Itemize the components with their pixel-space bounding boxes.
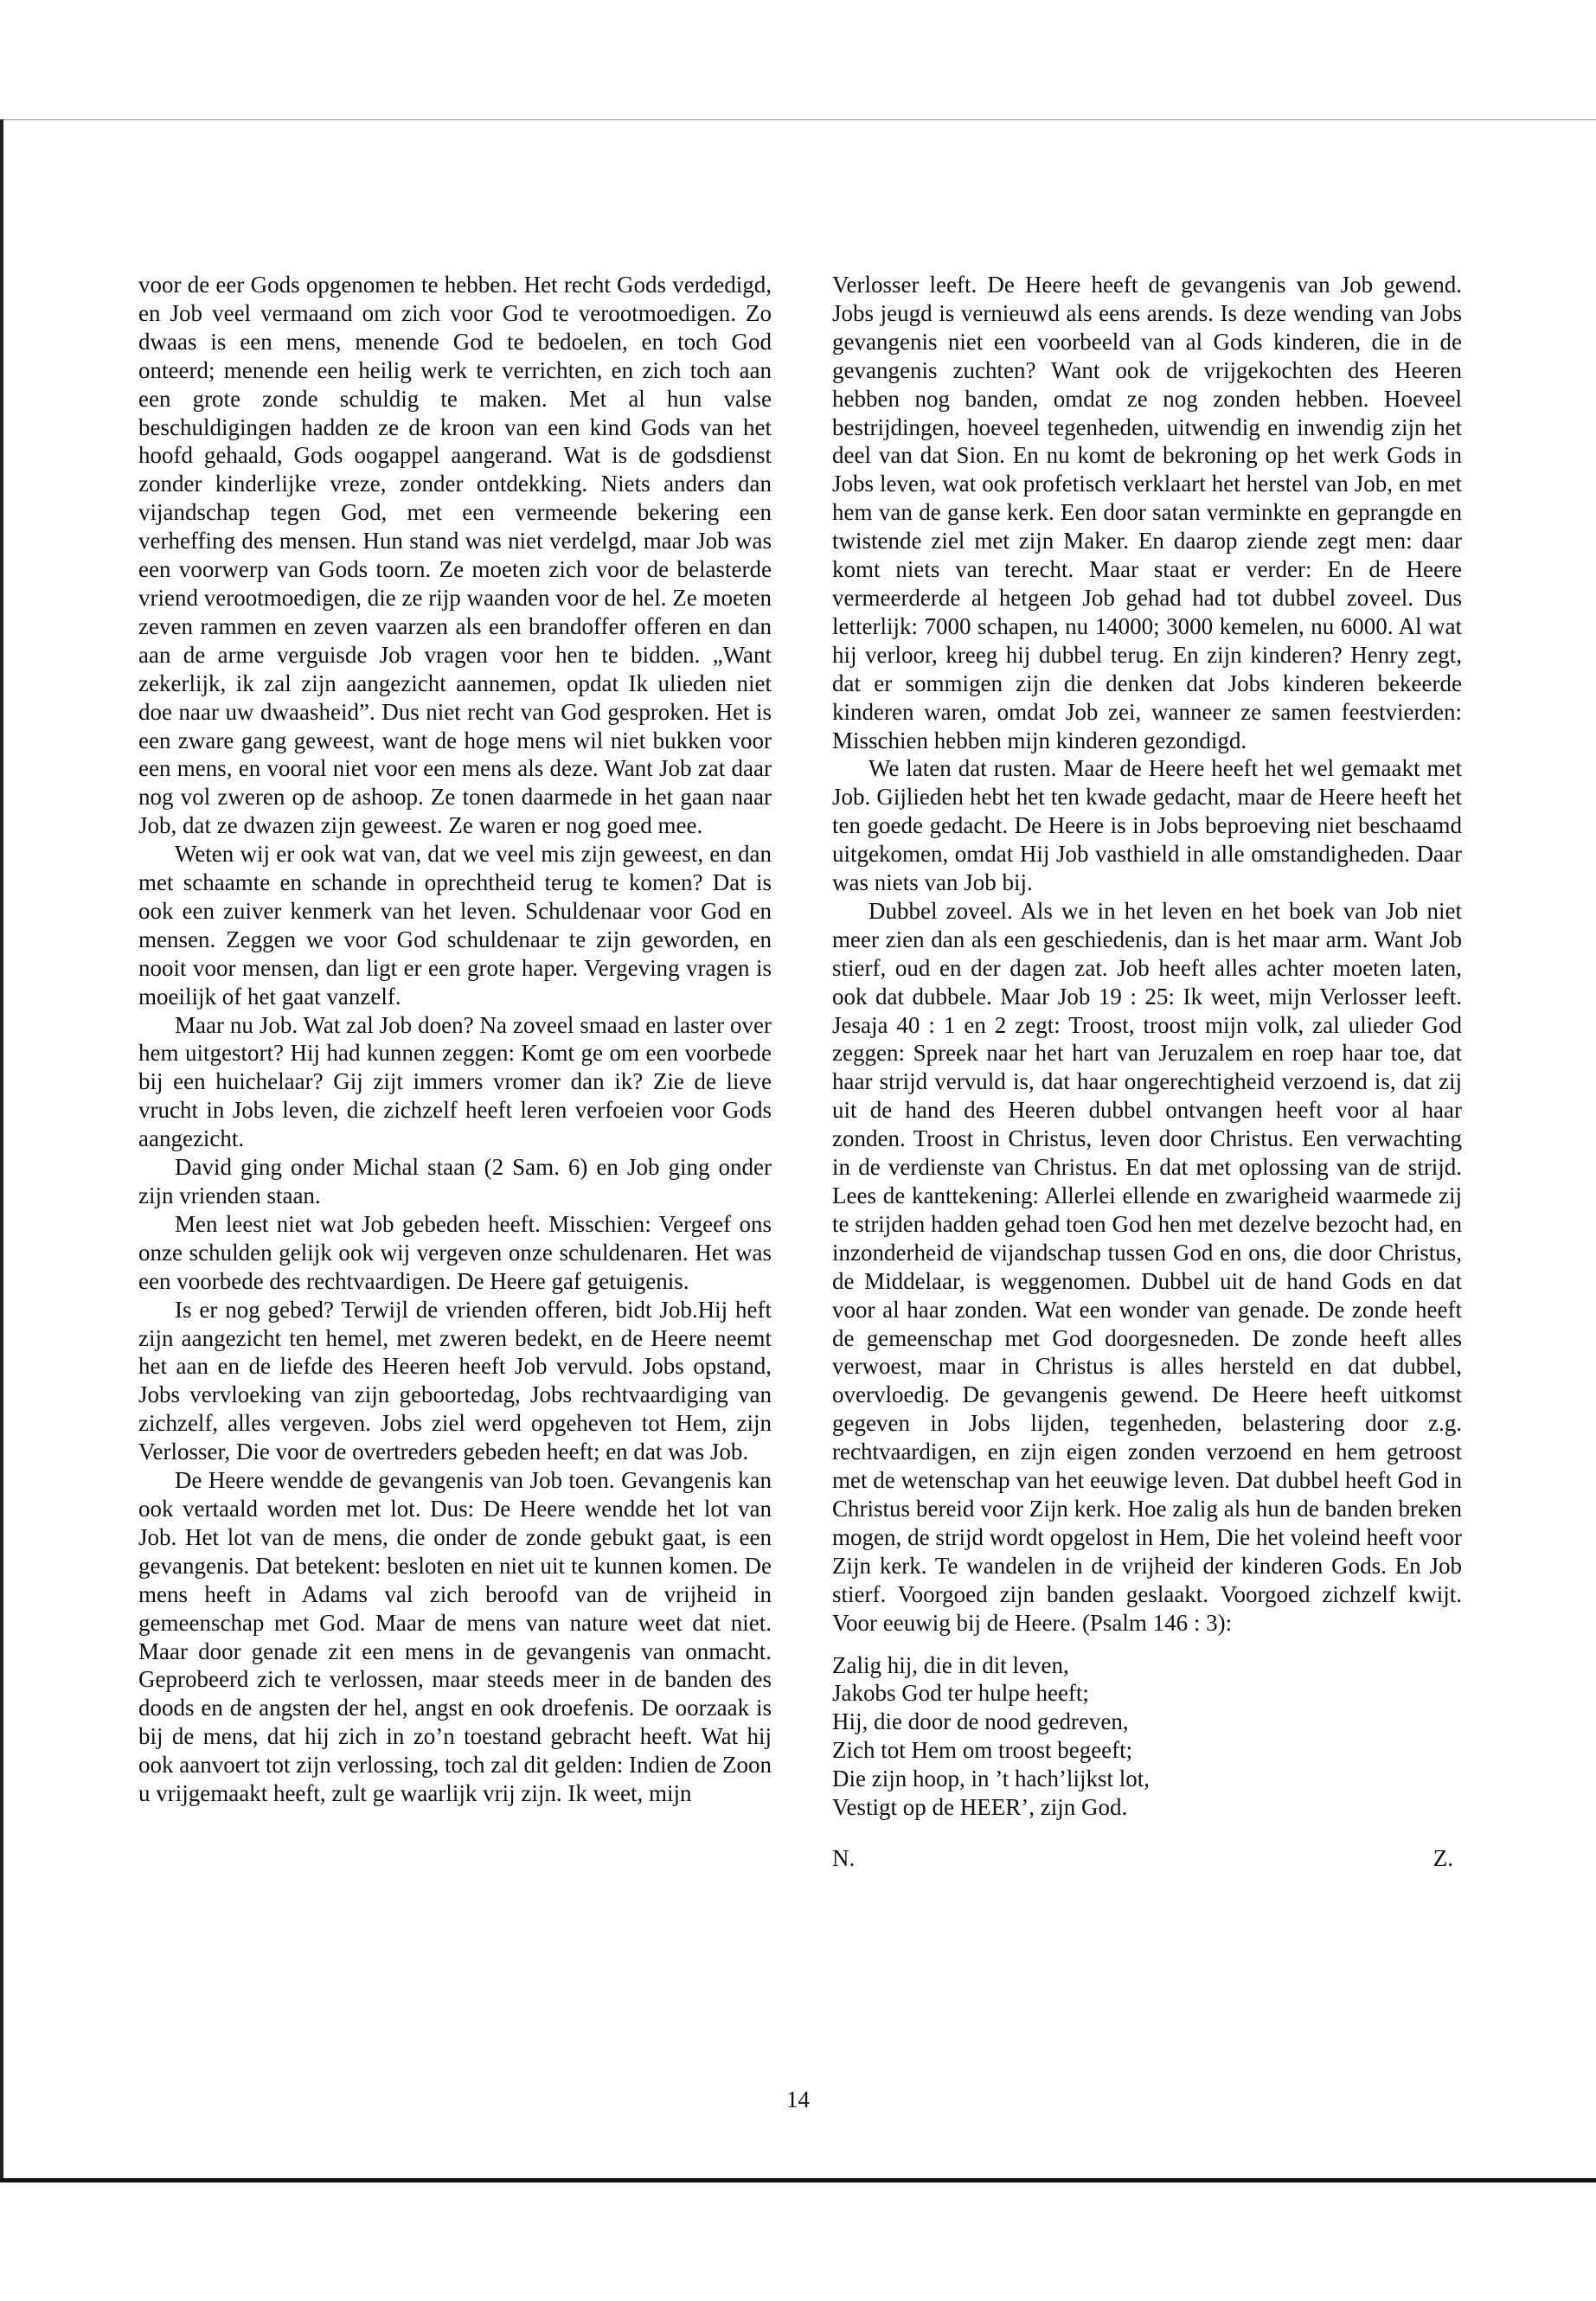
paragraph: De Heere wendde de gevangenis van Job toen. Gevangenis kan ook vertaald worden met lot. Dus: De Heere wendde het lot van Job. Het lot van de mens, die onder de zonde gebukt gaat, is een gevangenis. Dat betekent: besloten en niet uit te kunnen komen. De mens heeft in Adams val zich beroofd van de vrijheid in gemeenschap met God. Maar de mens van nature weet dat niet. Maar door genade zit een mens in de gevangenis van onmacht. Geprobeerd zich te verlossen, maar steeds meer in de banden des doods en de angsten der hel, angst en ook droefenis. De oorzaak is bij de mens, dat hij zich in zo’n toestand gebracht heeft. Wat hij ook aanvoert tot zijn verlossing, toch zal dit gelden: Indien de Zoon u vrijgemaakt heeft, zult ge waarlijk vrij zijn. Ik weet, mijn bbox=[138, 1467, 772, 1807]
left-text-column bbox=[138, 271, 772, 1808]
bottom-border-line bbox=[0, 2178, 1596, 2182]
paragraph: voor de eer Gods opgenomen te hebben. Het recht Gods verdedigd, en Job veel vermaand om zich voor God te verootmoedigen. Zo dwaas is een mens, menende God te bedoelen, en toch God onteerd; menende een heilig werk te verrichten, en zich toch aan een grote zonde schuldig te maken. Met al hun valse beschuldigingen hadden ze de kroon van een kind Gods van het hoofd gehaald, Gods oogappel aangerand. Wat is de godsdienst zonder kinderlijke vreze, zonder ontdekking. Niets anders dan vijandschap tegen God, met een vermeende bekering een verheffing des mensen. Hun stand was niet verdelgd, maar Job was een voorwerp van Gods toorn. Ze moeten zich voor de belasterde vriend verootmoedigen, die ze rijp waanden voor de hel. Ze moeten zeven rammen en zeven vaarzen als een brandoffer offeren en dan aan de arme verguisde Job vragen voor hen te bidden. „Want zekerlijk, ik zal zijn aangezicht aannemen, opdat Ik ulieden niet doe naar uw dwaasheid”. Dus niet recht van God gesproken. Het is een zware gang geweest, want de hoge mens wil niet bukken voor een mens, en vooral niet voor een mens als deze. Want Job zat daar nog vol zweren op de ashoop. Ze tonen daarmede in het gaan naar Job, dat ze dwazen zijn geweest. Ze waren er nog goed mee. bbox=[138, 272, 772, 839]
poem-line: Hij, die door de nood gedreven, bbox=[832, 1708, 1129, 1735]
paragraph: Dubbel zoveel. Als we in het leven en het boek van Job niet meer zien dan als een geschiedenis, dan is het maar arm. Want Job stierf, oud en der dagen zat. Job heeft alles achter moeten laten, ook dat dubbele. Maar Job 19 : 25: Ik weet, mijn Verlosser leeft. Jesaja 40 : 1 en 2 zegt: Troost, troost mijn volk, zal ulieder God zeggen: Spreek naar het hart van Jeruzalem en roep haar toe, dat haar strijd vervuld is, dat haar ongerechtigheid verzoend is, dat zij uit de hand des Heeren dubbel ontvangen heeft voor al haar zonden. Troost in Christus, leven door Christus. Een verwachting in de verdienste van Christus. En dat met oplossing van de strijd. Lees de kanttekening: Allerlei ellende en zwarigheid waarmede zij te strijden hadden gehad toen God hen met dezelve bezocht had, en inzonderheid de vijandschap tussen God en ons, die door Christus, de Middelaar, is weggenomen. Dubbel uit de hand Gods en dat voor al haar zonden. Wat een wonder van genade. De zonde heeft de gemeenschap met God doorgesneden. De zonde heeft alles verwoest, maar in Christus is alles hersteld en dat dubbel, overvloedig. De gevangenis gewend. De Heere heeft uitkomst gegeven in Jobs lijden, tegenheden, belastering door z.g. rechtvaardigen, en zijn eigen zonden verzoend en hem getroost met de wetenschap van het eeuwige leven. Dat dubbel heeft God in Christus bereid voor Zijn kerk. Hoe zalig als hun de banden breken mogen, de strijd wordt opgelost in Hem, Die het voleind heeft voor Zijn kerk. Te wandelen in de vrijheid der kinderen Gods. En Job stierf. Voorgoed zijn banden geslaakt. Voorgoed zichzelf kwijt. Voor eeuwig bij de Heere. (Psalm 146 : 3): bbox=[832, 897, 1462, 1636]
poem-line: Jakobs God ter hulpe heeft; bbox=[832, 1680, 1089, 1707]
paragraph: Maar nu Job. Wat zal Job doen? Na zoveel smaad en laster over hem uitgestort? Hij had kunnen zeggen: Komt ge om een voorbede bij een huichelaar? Gij zijt immers vromer dan ik? Zie de lieve vrucht in Jobs leven, die zichzelf heeft leren verfoeien voor Gods aangezicht. bbox=[138, 1011, 772, 1152]
poem-line: Vestigt op de HEER’, zijn God. bbox=[832, 1794, 1128, 1821]
left-scan-edge bbox=[0, 119, 3, 2182]
right-text-column bbox=[832, 271, 1462, 1873]
poem-line: Die zijn hoop, in ’t hach’lijkst lot, bbox=[832, 1766, 1150, 1792]
paragraph: We laten dat rusten. Maar de Heere heeft het wel gemaakt met Job. Gijlieden hebt het ten kwade gedacht, maar de Heere heeft het ten goede gedacht. De Heere is in Jobs beproeving niet beschaamd uitgekomen, omdat Hij Job vasthield in alle omstandigheden. Daar was niets van Job bij. bbox=[832, 755, 1462, 896]
page-number: 14 bbox=[786, 2086, 810, 2112]
paragraph: Is er nog gebed? Terwijl de vrienden offeren, bidt Job.Hij heft zijn aangezicht ten hemel, met zweren bedekt, en de Heere neemt het aan en de liefde des Heeren heeft Job vervuld. Jobs opstand, Jobs vervloeking van zijn geboortedag, Jobs rechtvaardiging van zichzelf, alles vergeven. Jobs ziel werd opgeheven tot Hem, zijn Verlosser, Die voor de overtreders gebeden heeft; en dat was Job. bbox=[138, 1296, 772, 1465]
poem-line: Zalig hij, die in dit leven, bbox=[832, 1651, 1069, 1678]
psalm-verse bbox=[832, 1651, 1462, 1822]
poem-line: Zich tot Hem om troost begeeft; bbox=[832, 1737, 1133, 1764]
paragraph: Weten wij er ook wat van, dat we veel mis zijn geweest, en dan met schaamte en schande in oprechtheid terug te komen? Dat is ook een zuiver kenmerk van het leven. Schuldenaar voor God en mensen. Zeggen we voor God schuldenaar te zijn geworden, en nooit voor mensen, dan ligt er een grote haper. Vergeving vragen is moeilijk of het gaat vanzelf. bbox=[138, 841, 772, 1009]
signoff-initial-right: Z. bbox=[1433, 1844, 1453, 1871]
paragraph: Verlosser leeft. De Heere heeft de gevangenis van Job gewend. Jobs jeugd is vernieuwd als eens arends. Is deze wending van Jobs gevangenis niet een voorbeeld van al Gods kinderen, die in de gevangenis zuchten? Want ook de vrijgekochten des Heeren hebben nog banden, omdat ze nog zonden hebben. Hoeveel bestrijdingen, hoeveel tegenheden, uitwendig en inwendig zijn het deel van dat Sion. En nu komt de bekroning op het werk Gods in Jobs leven, wat ook profetisch verklaart het herstel van Job, en met hem van de ganse kerk. Een door satan verminkte en geprangde en twistende ziel met zijn Maker. En daarop ziende zegt men: daar komt niets van terecht. Maar staat er verder: En de Heere vermeerderde al hetgeen Job gehad had tot dubbel zoveel. Dus letterlijk: 7000 schapen, nu 14000; 3000 kemelen, nu 6000. Al wat hij verloor, kreeg hij dubbel terug. En zijn kinderen? Henry zegt, dat er sommigen zijn die denken dat Jobs kinderen bekeerde kinderen waren, omdat Job zei, wanneer ze samen feestvierden: Misschien hebben mijn kinderen gezondigd. bbox=[832, 272, 1462, 753]
top-border-line bbox=[0, 119, 1596, 120]
signoff-initial-left: N. bbox=[832, 1844, 856, 1871]
paragraph: David ging onder Michal staan (2 Sam. 6) en Job ging onder zijn vrienden staan. bbox=[138, 1154, 772, 1208]
author-signoff bbox=[832, 1844, 1462, 1873]
paragraph: Men leest niet wat Job gebeden heeft. Misschien: Vergeef ons onze schulden gelijk ook wij vergeven onze schuldenaren. Het was een voorbede des rechtvaardigen. De Heere gaf getuigenis. bbox=[138, 1210, 772, 1294]
